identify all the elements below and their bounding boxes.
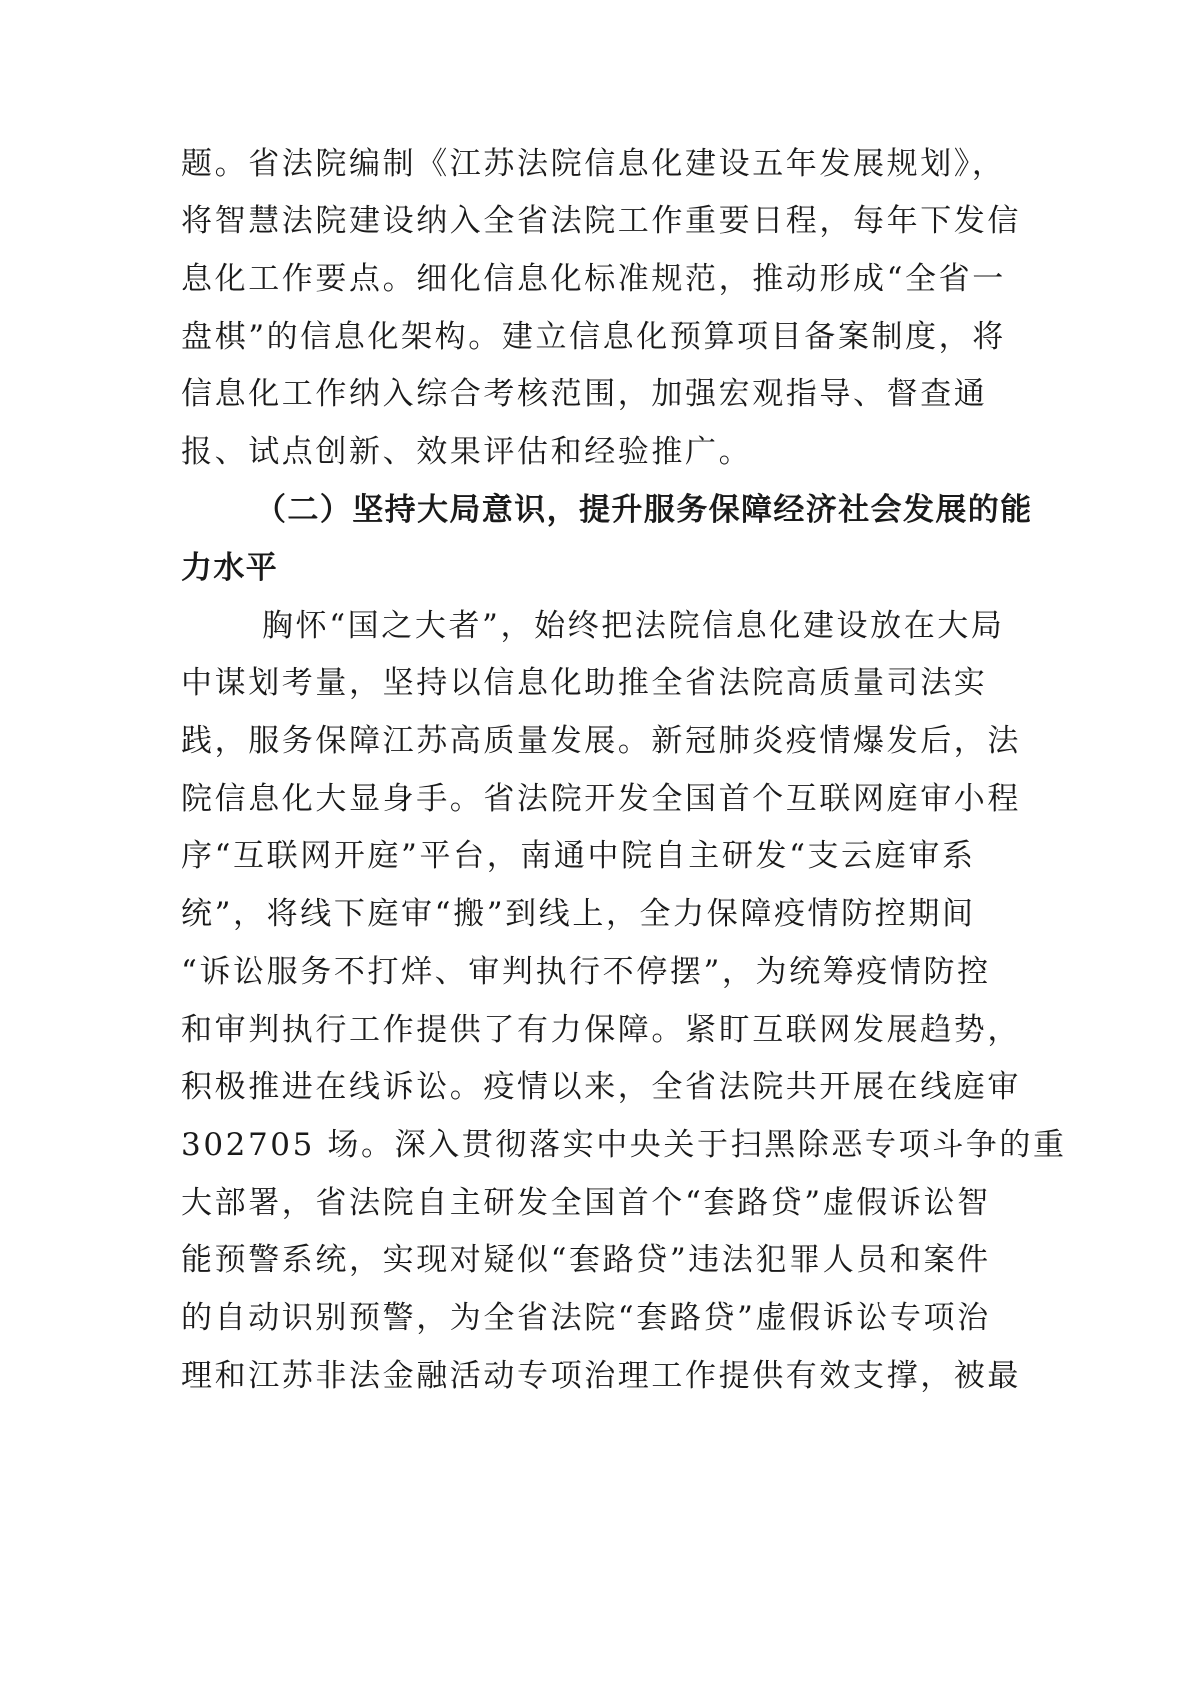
paragraph-1-line-2: 将智慧法院建设纳入全省法院工作重要日程，每年下发信 [181, 203, 1021, 239]
paragraph-2-line-4: 院信息化大显身手。省法院开发全国首个互联网庭审小程 [181, 781, 1021, 817]
paragraph-2-line-10: 302705 场。深入贯彻落实中央关于扫黑除恶专项斗争的重 [181, 1127, 1067, 1163]
paragraph-2-line-1: 胸怀“国之大者”，始终把法院信息化建设放在大局 [262, 608, 1005, 644]
paragraph-1-line-3: 息化工作要点。细化信息化标准规范，推动形成“全省一 [181, 261, 1006, 297]
paragraph-2-line-8: 和审判执行工作提供了有力保障。紧盯互联网发展趋势， [181, 1012, 1021, 1048]
paragraph-1-line-4: 盘棋”的信息化架构。建立信息化预算项目备案制度，将 [181, 319, 1006, 355]
paragraph-1-line-5: 信息化工作纳入综合考核范围，加强宏观指导、督查通 [181, 376, 988, 412]
paragraph-1-line-6: 报、试点创新、效果评估和经验推广。 [181, 434, 753, 470]
paragraph-2-line-2: 中谋划考量，坚持以信息化助推全省法院高质量司法实 [181, 665, 988, 701]
paragraph-2-line-5: 序“互联网开庭”平台，南通中院自主研发“支云庭审系 [181, 838, 976, 874]
paragraph-2-line-7: “诉讼服务不打烊、审判执行不停摆”，为统筹疫情防控 [181, 954, 991, 990]
section-heading-line-1: （二）坚持大局意识，提升服务保障经济社会发展的能 [255, 492, 1033, 528]
paragraph-2-line-14: 理和江苏非法金融活动专项治理工作提供有效支撑，被最 [181, 1358, 1021, 1394]
section-heading-line-2: 力水平 [181, 550, 279, 586]
paragraph-2-line-9: 积极推进在线诉讼。疫情以来，全省法院共开展在线庭审 [181, 1069, 1021, 1105]
paragraph-2-line-11: 大部署，省法院自主研发全国首个“套路贷”虚假诉讼智 [181, 1185, 991, 1221]
paragraph-2-line-13: 的自动识别预警，为全省法院“套路贷”虚假诉讼专项治 [181, 1300, 991, 1336]
paragraph-2-line-6: 统”，将线下庭审“搬”到线上，全力保障疫情防控期间 [181, 896, 976, 932]
paragraph-2-line-12: 能预警系统，实现对疑似“套路贷”违法犯罪人员和案件 [181, 1242, 991, 1278]
paragraph-2-line-3: 践，服务保障江苏高质量发展。新冠肺炎疫情爆发后，法 [181, 723, 1021, 759]
paragraph-1-line-1: 题。省法院编制《江苏法院信息化建设五年发展规划》， [181, 146, 1006, 182]
